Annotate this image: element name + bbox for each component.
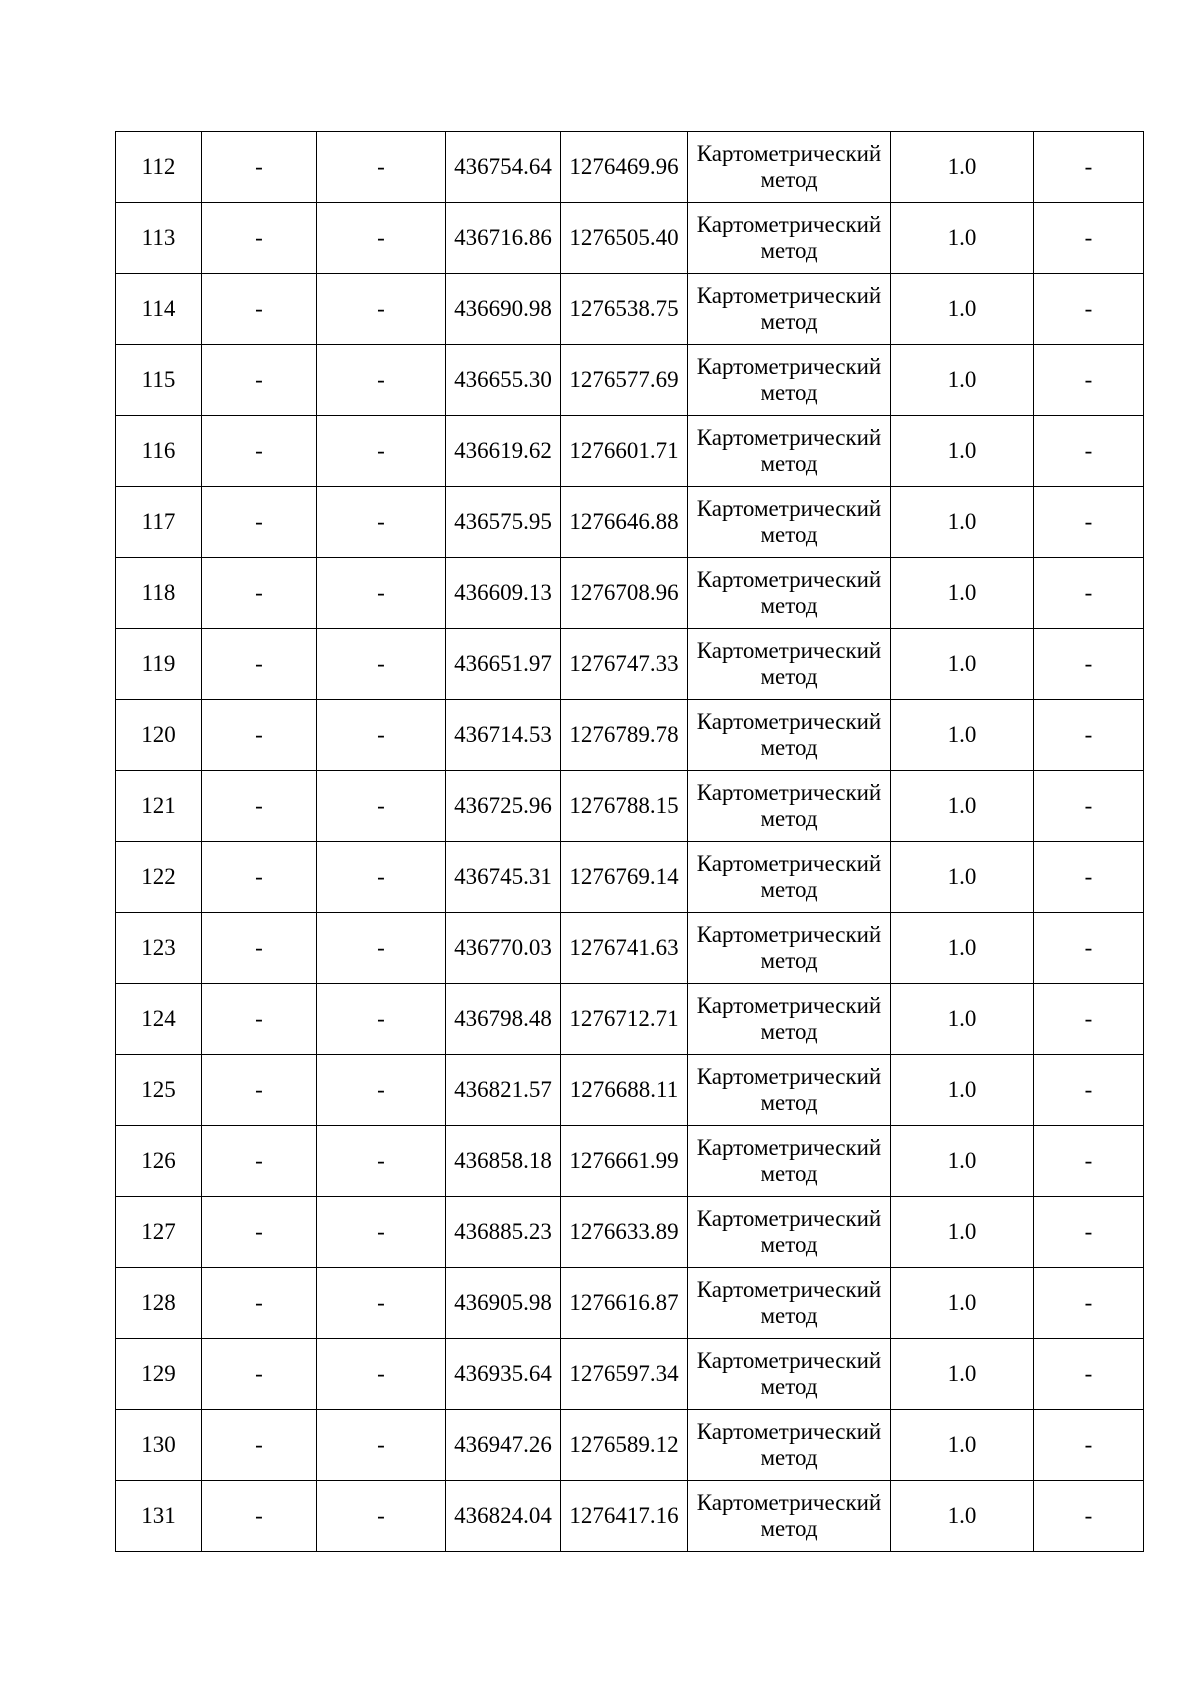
method-line-2: метод bbox=[760, 380, 818, 405]
y-coordinate-cell: 1276712.71 bbox=[561, 984, 688, 1055]
x-coordinate-cell: 436716.86 bbox=[446, 203, 561, 274]
point-number-cell: 131 bbox=[116, 1481, 202, 1552]
table-row bbox=[116, 771, 1144, 842]
accuracy-cell: 1.0 bbox=[891, 842, 1034, 913]
empty-column-3-cell: - bbox=[317, 1339, 446, 1410]
y-coordinate-cell: 1276769.14 bbox=[561, 842, 688, 913]
empty-column-2-cell: - bbox=[202, 487, 317, 558]
point-number-cell: 129 bbox=[116, 1339, 202, 1410]
table-row bbox=[116, 1410, 1144, 1481]
accuracy-cell: 1.0 bbox=[891, 1339, 1034, 1410]
point-number-cell: 122 bbox=[116, 842, 202, 913]
accuracy-cell: 1.0 bbox=[891, 1055, 1034, 1126]
method-line-1: Картометрический bbox=[696, 1135, 882, 1160]
empty-column-3-cell: - bbox=[317, 913, 446, 984]
table-row bbox=[116, 1055, 1144, 1126]
method-line-2: метод bbox=[760, 806, 818, 831]
point-number-cell: 128 bbox=[116, 1268, 202, 1339]
accuracy-cell: 1.0 bbox=[891, 771, 1034, 842]
empty-column-2-cell: - bbox=[202, 345, 317, 416]
method-line-1: Картометрический bbox=[696, 709, 882, 734]
y-coordinate-cell: 1276597.34 bbox=[561, 1339, 688, 1410]
y-coordinate-cell: 1276708.96 bbox=[561, 558, 688, 629]
method-line-2: метод bbox=[760, 451, 818, 476]
x-coordinate-cell: 436651.97 bbox=[446, 629, 561, 700]
empty-column-2-cell: - bbox=[202, 132, 317, 203]
empty-column-3-cell: - bbox=[317, 1410, 446, 1481]
y-coordinate-cell: 1276469.96 bbox=[561, 132, 688, 203]
empty-column-8-cell: - bbox=[1034, 345, 1144, 416]
point-number-cell: 123 bbox=[116, 913, 202, 984]
empty-column-8-cell: - bbox=[1034, 629, 1144, 700]
x-coordinate-cell: 436714.53 bbox=[446, 700, 561, 771]
method-line-2: метод bbox=[760, 167, 818, 192]
method-cell bbox=[688, 1410, 891, 1481]
method-cell bbox=[688, 1481, 891, 1552]
method-line-2: метод bbox=[760, 522, 818, 547]
x-coordinate-cell: 436754.64 bbox=[446, 132, 561, 203]
empty-column-3-cell: - bbox=[317, 132, 446, 203]
y-coordinate-cell: 1276616.87 bbox=[561, 1268, 688, 1339]
x-coordinate-cell: 436745.31 bbox=[446, 842, 561, 913]
method-cell bbox=[688, 132, 891, 203]
table-row bbox=[116, 700, 1144, 771]
method-line-1: Картометрический bbox=[696, 638, 882, 663]
method-cell bbox=[688, 558, 891, 629]
point-number-cell: 126 bbox=[116, 1126, 202, 1197]
point-number-cell: 119 bbox=[116, 629, 202, 700]
method-line-2: метод bbox=[760, 1516, 818, 1541]
empty-column-3-cell: - bbox=[317, 487, 446, 558]
x-coordinate-cell: 436935.64 bbox=[446, 1339, 561, 1410]
method-cell bbox=[688, 842, 891, 913]
point-number-cell: 121 bbox=[116, 771, 202, 842]
accuracy-cell: 1.0 bbox=[891, 487, 1034, 558]
empty-column-2-cell: - bbox=[202, 913, 317, 984]
method-line-1: Картометрический bbox=[696, 1348, 882, 1373]
accuracy-cell: 1.0 bbox=[891, 1410, 1034, 1481]
point-number-cell: 116 bbox=[116, 416, 202, 487]
table-row bbox=[116, 1126, 1144, 1197]
table-row bbox=[116, 1197, 1144, 1268]
empty-column-3-cell: - bbox=[317, 771, 446, 842]
x-coordinate-cell: 436885.23 bbox=[446, 1197, 561, 1268]
point-number-cell: 125 bbox=[116, 1055, 202, 1126]
empty-column-8-cell: - bbox=[1034, 984, 1144, 1055]
empty-column-8-cell: - bbox=[1034, 913, 1144, 984]
y-coordinate-cell: 1276747.33 bbox=[561, 629, 688, 700]
accuracy-cell: 1.0 bbox=[891, 984, 1034, 1055]
method-cell bbox=[688, 416, 891, 487]
empty-column-8-cell: - bbox=[1034, 771, 1144, 842]
empty-column-3-cell: - bbox=[317, 1268, 446, 1339]
x-coordinate-cell: 436905.98 bbox=[446, 1268, 561, 1339]
method-cell bbox=[688, 1339, 891, 1410]
point-number-cell: 118 bbox=[116, 558, 202, 629]
method-cell bbox=[688, 345, 891, 416]
x-coordinate-cell: 436770.03 bbox=[446, 913, 561, 984]
point-number-cell: 113 bbox=[116, 203, 202, 274]
method-line-2: метод bbox=[760, 877, 818, 902]
empty-column-8-cell: - bbox=[1034, 203, 1144, 274]
empty-column-8-cell: - bbox=[1034, 132, 1144, 203]
method-line-2: метод bbox=[760, 1374, 818, 1399]
empty-column-8-cell: - bbox=[1034, 1126, 1144, 1197]
y-coordinate-cell: 1276417.16 bbox=[561, 1481, 688, 1552]
method-cell bbox=[688, 1055, 891, 1126]
empty-column-3-cell: - bbox=[317, 842, 446, 913]
empty-column-2-cell: - bbox=[202, 771, 317, 842]
empty-column-8-cell: - bbox=[1034, 1339, 1144, 1410]
empty-column-8-cell: - bbox=[1034, 487, 1144, 558]
empty-column-2-cell: - bbox=[202, 984, 317, 1055]
table-row bbox=[116, 629, 1144, 700]
y-coordinate-cell: 1276589.12 bbox=[561, 1410, 688, 1481]
x-coordinate-cell: 436619.62 bbox=[446, 416, 561, 487]
accuracy-cell: 1.0 bbox=[891, 558, 1034, 629]
table-row bbox=[116, 984, 1144, 1055]
method-line-1: Картометрический bbox=[696, 1419, 882, 1444]
empty-column-2-cell: - bbox=[202, 629, 317, 700]
method-line-2: метод bbox=[760, 1232, 818, 1257]
method-line-1: Картометрический bbox=[696, 1064, 882, 1089]
method-line-2: метод bbox=[760, 1090, 818, 1115]
empty-column-2-cell: - bbox=[202, 1126, 317, 1197]
empty-column-2-cell: - bbox=[202, 1055, 317, 1126]
coordinates-table bbox=[115, 131, 1144, 1552]
x-coordinate-cell: 436821.57 bbox=[446, 1055, 561, 1126]
x-coordinate-cell: 436824.04 bbox=[446, 1481, 561, 1552]
method-line-1: Картометрический bbox=[696, 851, 882, 876]
method-cell bbox=[688, 274, 891, 345]
y-coordinate-cell: 1276789.78 bbox=[561, 700, 688, 771]
empty-column-3-cell: - bbox=[317, 558, 446, 629]
accuracy-cell: 1.0 bbox=[891, 1197, 1034, 1268]
y-coordinate-cell: 1276577.69 bbox=[561, 345, 688, 416]
y-coordinate-cell: 1276633.89 bbox=[561, 1197, 688, 1268]
table-row bbox=[116, 416, 1144, 487]
x-coordinate-cell: 436575.95 bbox=[446, 487, 561, 558]
point-number-cell: 115 bbox=[116, 345, 202, 416]
empty-column-8-cell: - bbox=[1034, 1268, 1144, 1339]
empty-column-8-cell: - bbox=[1034, 1410, 1144, 1481]
method-line-1: Картометрический bbox=[696, 141, 882, 166]
x-coordinate-cell: 436725.96 bbox=[446, 771, 561, 842]
table-row bbox=[116, 203, 1144, 274]
accuracy-cell: 1.0 bbox=[891, 1481, 1034, 1552]
y-coordinate-cell: 1276688.11 bbox=[561, 1055, 688, 1126]
y-coordinate-cell: 1276661.99 bbox=[561, 1126, 688, 1197]
empty-column-3-cell: - bbox=[317, 416, 446, 487]
method-cell bbox=[688, 487, 891, 558]
method-line-2: метод bbox=[760, 664, 818, 689]
point-number-cell: 114 bbox=[116, 274, 202, 345]
method-line-1: Картометрический bbox=[696, 993, 882, 1018]
empty-column-3-cell: - bbox=[317, 345, 446, 416]
method-line-1: Картометрический bbox=[696, 1277, 882, 1302]
empty-column-2-cell: - bbox=[202, 558, 317, 629]
empty-column-8-cell: - bbox=[1034, 842, 1144, 913]
table-row bbox=[116, 274, 1144, 345]
empty-column-2-cell: - bbox=[202, 274, 317, 345]
accuracy-cell: 1.0 bbox=[891, 132, 1034, 203]
method-line-1: Картометрический bbox=[696, 212, 882, 237]
x-coordinate-cell: 436655.30 bbox=[446, 345, 561, 416]
table-row bbox=[116, 558, 1144, 629]
empty-column-8-cell: - bbox=[1034, 700, 1144, 771]
method-line-1: Картометрический bbox=[696, 567, 882, 592]
accuracy-cell: 1.0 bbox=[891, 1268, 1034, 1339]
x-coordinate-cell: 436947.26 bbox=[446, 1410, 561, 1481]
table-row bbox=[116, 487, 1144, 558]
point-number-cell: 130 bbox=[116, 1410, 202, 1481]
table-row bbox=[116, 842, 1144, 913]
empty-column-2-cell: - bbox=[202, 700, 317, 771]
method-line-2: метод bbox=[760, 309, 818, 334]
method-line-2: метод bbox=[760, 1445, 818, 1470]
table-row bbox=[116, 913, 1144, 984]
point-number-cell: 124 bbox=[116, 984, 202, 1055]
empty-column-3-cell: - bbox=[317, 984, 446, 1055]
y-coordinate-cell: 1276741.63 bbox=[561, 913, 688, 984]
method-cell bbox=[688, 700, 891, 771]
method-line-1: Картометрический bbox=[696, 780, 882, 805]
empty-column-2-cell: - bbox=[202, 203, 317, 274]
accuracy-cell: 1.0 bbox=[891, 913, 1034, 984]
x-coordinate-cell: 436798.48 bbox=[446, 984, 561, 1055]
method-line-2: метод bbox=[760, 1303, 818, 1328]
method-line-2: метод bbox=[760, 948, 818, 973]
table-row bbox=[116, 1339, 1144, 1410]
method-line-2: метод bbox=[760, 735, 818, 760]
method-line-1: Картометрический bbox=[696, 1206, 882, 1231]
accuracy-cell: 1.0 bbox=[891, 700, 1034, 771]
x-coordinate-cell: 436609.13 bbox=[446, 558, 561, 629]
y-coordinate-cell: 1276646.88 bbox=[561, 487, 688, 558]
method-cell bbox=[688, 913, 891, 984]
method-line-1: Картометрический bbox=[696, 425, 882, 450]
empty-column-3-cell: - bbox=[317, 1197, 446, 1268]
empty-column-3-cell: - bbox=[317, 629, 446, 700]
empty-column-8-cell: - bbox=[1034, 416, 1144, 487]
accuracy-cell: 1.0 bbox=[891, 416, 1034, 487]
empty-column-8-cell: - bbox=[1034, 558, 1144, 629]
y-coordinate-cell: 1276601.71 bbox=[561, 416, 688, 487]
empty-column-2-cell: - bbox=[202, 1410, 317, 1481]
point-number-cell: 112 bbox=[116, 132, 202, 203]
empty-column-8-cell: - bbox=[1034, 274, 1144, 345]
empty-column-3-cell: - bbox=[317, 1055, 446, 1126]
method-line-2: метод bbox=[760, 238, 818, 263]
x-coordinate-cell: 436690.98 bbox=[446, 274, 561, 345]
empty-column-3-cell: - bbox=[317, 274, 446, 345]
method-line-1: Картометрический bbox=[696, 283, 882, 308]
empty-column-2-cell: - bbox=[202, 416, 317, 487]
method-cell bbox=[688, 629, 891, 700]
y-coordinate-cell: 1276538.75 bbox=[561, 274, 688, 345]
empty-column-2-cell: - bbox=[202, 1339, 317, 1410]
empty-column-3-cell: - bbox=[317, 1126, 446, 1197]
empty-column-3-cell: - bbox=[317, 1481, 446, 1552]
accuracy-cell: 1.0 bbox=[891, 345, 1034, 416]
empty-column-2-cell: - bbox=[202, 1481, 317, 1552]
method-cell bbox=[688, 203, 891, 274]
method-line-2: метод bbox=[760, 1019, 818, 1044]
empty-column-3-cell: - bbox=[317, 203, 446, 274]
empty-column-8-cell: - bbox=[1034, 1055, 1144, 1126]
method-cell bbox=[688, 771, 891, 842]
table-row bbox=[116, 345, 1144, 416]
table-row bbox=[116, 1481, 1144, 1552]
y-coordinate-cell: 1276505.40 bbox=[561, 203, 688, 274]
point-number-cell: 127 bbox=[116, 1197, 202, 1268]
empty-column-8-cell: - bbox=[1034, 1197, 1144, 1268]
method-line-1: Картометрический bbox=[696, 1490, 882, 1515]
method-cell bbox=[688, 1197, 891, 1268]
accuracy-cell: 1.0 bbox=[891, 1126, 1034, 1197]
table-row bbox=[116, 132, 1144, 203]
method-line-2: метод bbox=[760, 593, 818, 618]
method-cell bbox=[688, 1126, 891, 1197]
empty-column-3-cell: - bbox=[317, 700, 446, 771]
y-coordinate-cell: 1276788.15 bbox=[561, 771, 688, 842]
table-body bbox=[116, 132, 1144, 1552]
method-line-2: метод bbox=[760, 1161, 818, 1186]
method-cell bbox=[688, 984, 891, 1055]
empty-column-2-cell: - bbox=[202, 1268, 317, 1339]
method-cell bbox=[688, 1268, 891, 1339]
accuracy-cell: 1.0 bbox=[891, 274, 1034, 345]
x-coordinate-cell: 436858.18 bbox=[446, 1126, 561, 1197]
point-number-cell: 117 bbox=[116, 487, 202, 558]
accuracy-cell: 1.0 bbox=[891, 629, 1034, 700]
empty-column-8-cell: - bbox=[1034, 1481, 1144, 1552]
method-line-1: Картометрический bbox=[696, 922, 882, 947]
method-line-1: Картометрический bbox=[696, 354, 882, 379]
empty-column-2-cell: - bbox=[202, 1197, 317, 1268]
table-row bbox=[116, 1268, 1144, 1339]
empty-column-2-cell: - bbox=[202, 842, 317, 913]
method-line-1: Картометрический bbox=[696, 496, 882, 521]
point-number-cell: 120 bbox=[116, 700, 202, 771]
accuracy-cell: 1.0 bbox=[891, 203, 1034, 274]
